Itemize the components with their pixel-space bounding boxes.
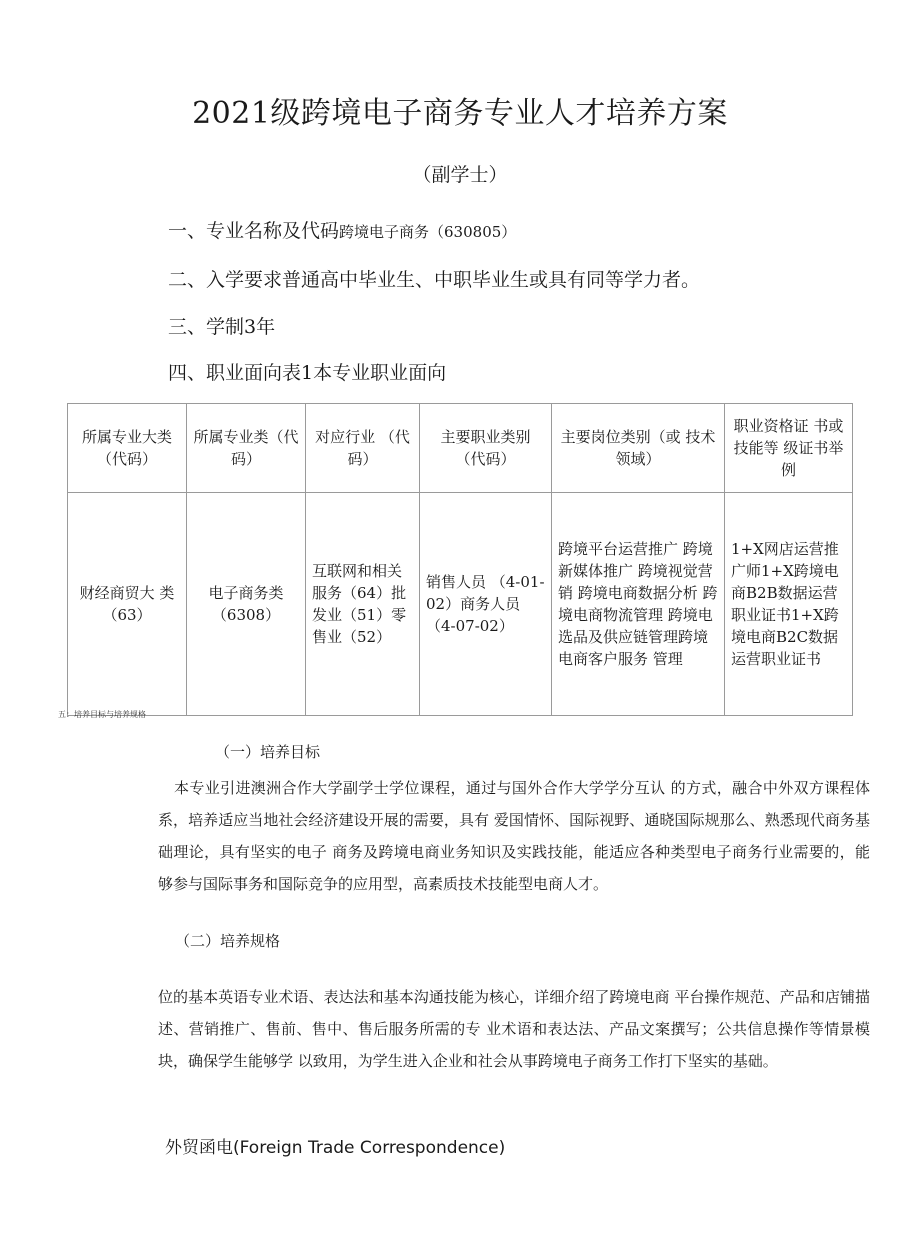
page-title: 2021级跨境电子商务专业人才培养方案: [192, 96, 728, 131]
section-duration: 三、学制3年: [168, 316, 276, 338]
section-goals-caption: 五：培养目标与培养规格: [58, 710, 146, 719]
spec-paragraph: 位的基本英语专业术语、表达法和基本沟通技能为核心，详细介绍了跨境电商 平台操作规范、产品和店铺描述、营销推广、售前、售中、售后服务所需的专 业术语和表达法、产品文案撰写；公共信息操作等情景模块，确保学生能够学 以致用，为学生进入企业和社会从事跨境电子商务工作打下坚实的基础。: [158, 988, 870, 1070]
goal-paragraph: 本专业引进澳洲合作大学副学士学位课程，通过与国外合作大学学分互认 的方式，融合中外双方课程体系，培养适应当地社会经济建设开展的需要，具有 爱国情怀、国际视野、通晓国际规那么、熟悉现代商务基础理论，具有坚实的电子 商务及跨境电商业务知识及实践技能，能适应各种类型电子商务行业需要的，能 够参与国际事务和国际竞争的应用型，高素质技术技能型电商人才。: [158, 779, 870, 893]
goal-heading: （一）培养目标: [215, 743, 321, 761]
table-header-cell: 所属专业大类（代码）: [68, 404, 187, 493]
table-cell: 跨境平台运营推广 跨境新媒体推广 跨境视觉营销 跨境电商数据分析 跨境电商物流管理 跨境电选品及供应链管理跨境电商客户服务 管理: [552, 493, 725, 716]
table-header-cell: 所属专业类（代码）: [187, 404, 306, 493]
table-header-cell: 主要职业类别（代码）: [420, 404, 552, 493]
section-major-name-value: 跨境电子商务（630805）: [339, 223, 517, 241]
table-cell: 财经商贸大 类（63）: [68, 493, 187, 716]
section-major-name: [168, 216, 516, 243]
spec-heading: （二）培养规格: [175, 932, 281, 950]
section-career: 四、职业面向表1本专业职业面向: [168, 362, 447, 384]
section-major-name-label: 一、专业名称及代码: [168, 220, 340, 242]
table-header-cell: 对应行业 （代码）: [306, 404, 420, 493]
table-cell: 销售人员 （4-01-02）商务人员 （4-07-02）: [420, 493, 552, 716]
course-title: 外贸函电(Foreign Trade Correspondence): [165, 1138, 506, 1158]
table-header-row: [68, 404, 853, 493]
table-header-cell: 主要岗位类别（或 技术领域）: [552, 404, 725, 493]
career-table: [67, 403, 853, 716]
page-subtitle: （副学士）: [412, 164, 508, 186]
table-cell: 电子商务类（6308）: [187, 493, 306, 716]
table-row: [68, 493, 853, 716]
table-cell: 互联网和相关服务（64）批发业（51）零售业（52）: [306, 493, 420, 716]
table-header-cell: 职业资格证 书或技能等 级证书举例: [725, 404, 853, 493]
table-cell: 1+X网店运营推广师1+X跨境电商B2B数据运营职业证书1+X跨境电商B2C数据运营职业证书: [725, 493, 853, 716]
section-admission: 二、入学要求普通高中毕业生、中职毕业生或具有同等学力者。: [168, 269, 701, 291]
